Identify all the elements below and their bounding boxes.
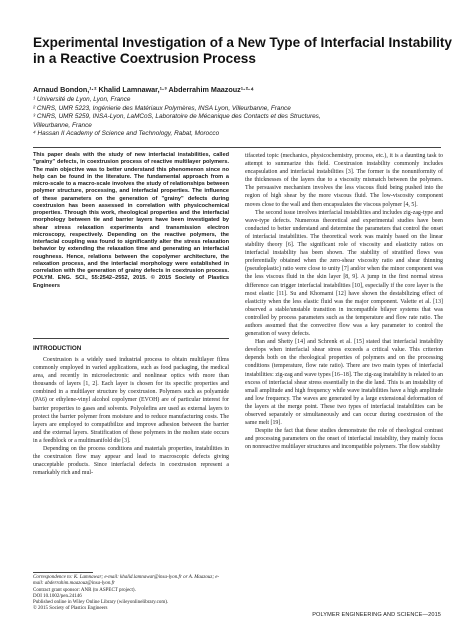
footnote-correspondence: Correspondence to: K. Lamnawar; e-mail: khalid.lamnawar@insa-lyon.fr or A. Maazouz; e-mail: abderrahim.maazouz@insa-lyon.fr	[33, 575, 220, 587]
footnote-grant: Contract grant sponsor: ANR (to ASPECT project).	[33, 587, 136, 593]
affiliations	[33, 96, 453, 139]
abstract: This paper deals with the study of new interfacial instabilities, called "grainy" defects, in coextrusion process of reactive multilayer polymers. The main objective was to better understand this phenomenon since no help can be found in the literature. The fundamental approach from a micro-scale to a macro-scale involves the study of relationships between polymer structure, processing, and interfacial properties. The influence of these parameters on the generation of "grainy" defects during coextrusion has been assessed in correlation with physicochemical properties. Through this work, rheological properties and the interfacial morphology between tie and barrier layers have been investigated by shear stress relaxation experiments and transmission electron microscopy, respectively. Depending on the reactive polymers, the interfacial coupling was found to significantly alter the stress relaxation behavior by extending the relaxation time and generating an interfacial roughness. Hence, relations between the copolymer architecture, the relaxation process, and the interfacial morphology were established in correlation with the generation of grainy defects in coextrusion process. POLYM. ENG. SCI., 55:2542–2552, 2015. © 2015 Society of Plastics Engineers	[33, 152, 229, 289]
footnote-divider	[33, 572, 93, 573]
affiliation-line: ³ CNRS, UMR 5259, INSA-Lyon, LaMCoS, Laboratoire de Mécanique des Contacts et des Structures,	[33, 113, 321, 121]
footnote-doi: DOI 10.1002/pen.24146	[33, 593, 82, 599]
affiliation-line: ⁴ Hassan II Academy of Science and Technology, Rabat, Morocco	[33, 130, 220, 138]
paragraph: Han and Shetty [14] and Schrenk et al. [15] stated that interfacial instability develops when interfacial shear stress exceeds a critical value. This criterion depends both on the rheological properties of polymers and on the processing conditions (temperature, flow rate ratio). There are two main types of interfacial instabilities: zig-zag and wave types [16–18]. The zig-zag instability is related to an excess of interfacial shear stress essentially in the die land. This is an instability of small amplitude and high frequency while wave instabilities have a high amplitude and low frequency. The waves are generated by a large extensional deformation of the layers at the merge point. These two types of interfacial instabilities can be observed separately or simultaneously and can occur during coextrusion of the same melt [19].	[245, 339, 443, 427]
paragraph: The second issue involves interfacial instabilities and includes zig-zag-type and wave-type defects. Numerous theoretical and experimental studies have been conducted to better understand and determine the parameters that control the onset of interfacial instabilities. The theoretical work was mainly based on the linear stability theory [6]. The significant role of viscosity and elasticity ratios on interfacial instability has been shown. The stability of stratified flows was preferentially obtained when the zero-shear viscosity ratio and shear thinning (pseudoplastic) ratio were close to unity [7] and/or when the minor component was the less viscous fluid in the skin layer [8, 9]. A jump in the first normal stress difference can trigger interfacial instabilities [10], especially if the core layer is the most elastic [11]. Su and Khomami [12] have shown the destabilizing effect of elasticity when the less elastic fluid was the major component. Valette et al. [13] observed a stable/unstable transition in incompatible bilayer systems that was controlled by process parameters such as the temperature and flow rate ratio. The authors assumed that the convective flow was a key parameter to control the generation of wavy defects.	[245, 209, 443, 338]
affiliation-line: ² CNRS, UMR 5223, Ingénierie des Matériaux Polymères, INSA Lyon, Villeurbanne, France	[33, 104, 291, 112]
right-column-text	[245, 152, 443, 451]
running-footer: POLYMER ENGINEERING AND SCIENCE—2015	[312, 612, 441, 618]
header-divider	[33, 147, 441, 148]
author-list: Arnaud Bondon,¹·² Khalid Lamnawar,¹·³ Abderrahim Maazouz¹·²·⁴	[33, 85, 254, 94]
paper-title: Experimental Investigation of a New Type of Interfacial Instability in a Reactive Coextrusion Process	[33, 35, 452, 66]
affiliation-line: Villeurbanne, France	[33, 121, 92, 129]
paragraph: Coextrusion is a widely used industrial process to obtain multilayer films commonly employed in varied applications, such as food packaging, the medical area, and recently in microelectronic and nonlinear optics with more than thousands of layers [1, 2]. Each layer is chosen for its specific properties and combined in a multilayer structure by coextrusion. Polymers such as polyamide (PA6) or ethylene-vinyl alcohol copolymer (EVOH) are of particular interest for barrier properties to gases and solvents. Polyolefins are used as external layers to protect the barrier polymer from moisture and to reduce manufacturing costs. The layers are employed to compatibilize and improve adhesion between the barrier and the external layers. Stratification of these polymers in the molten state occurs in a feedblock or a multimanifold die [3].	[33, 357, 229, 444]
affiliation-line: ¹ Université de Lyon, Lyon, France	[33, 96, 131, 103]
paragraph: tifaceted topic (mechanics, physicochemistry, process, etc.), it is a daunting task to attempt to summarize this field. Coextrusion instability commonly includes encapsulation and interfacial instabilities [3]. The former is the nonuniformity of the thicknesses of the layers due to a viscosity mismatch between the polymers. The persuasive mechanism involves the less viscous fluid being pushed into the region of high shear by the more viscous fluid. The low-viscosity component moves close to the wall and then encapsulates the viscous polymer [4, 5].	[245, 153, 443, 208]
footnote-published: Published online in Wiley Online Library (wileyonlinelibrary.com).	[33, 600, 169, 606]
paragraph: Depending on the process conditions and materials properties, instabilities in the coextrusion flow may appear and lead to macroscopic defects giving unacceptable products. Since interfacial defects in coextrusion represent a remarkably rich and mul-	[33, 446, 229, 477]
abstract-divider	[33, 338, 229, 339]
paragraph: Despite the fact that these studies demonstrate the role of rheological contrast and processing parameters on the onset of interfacial instability, they mainly focus on nonreactive multilayer structures and incompatible polymers. The flow stability	[245, 428, 443, 451]
footnotes	[33, 575, 229, 613]
footnote-copyright: © 2015 Society of Plastics Engineers	[33, 606, 108, 612]
introduction-text	[33, 356, 229, 477]
section-heading-introduction: INTRODUCTION	[33, 345, 82, 352]
